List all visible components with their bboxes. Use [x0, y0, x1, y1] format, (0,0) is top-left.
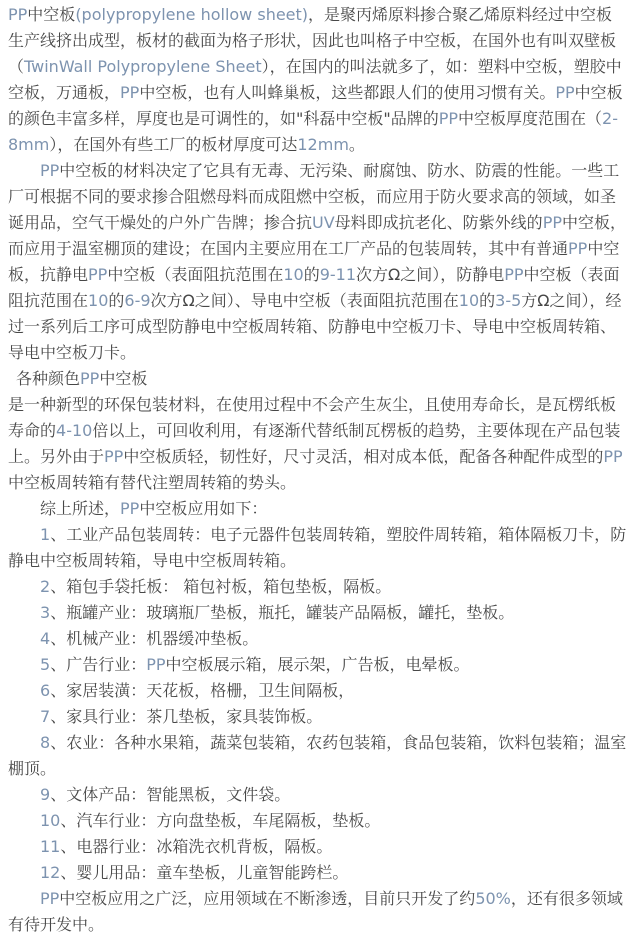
text-run: 中空板 [27, 5, 76, 24]
paragraph-4 [8, 392, 627, 496]
text-run: 、瓶罐产业：玻璃瓶厂垫板，瓶托，罐装产品隔板，罐托，垫板。 [50, 603, 515, 622]
text-run: 次方Ω之间）、导电中空板（表面阻抗范围在 [150, 291, 459, 310]
paragraph-12 [8, 704, 627, 730]
paragraph-10 [8, 652, 627, 678]
text-run-latin: PP [120, 499, 140, 518]
text-run: 中空板（表面阻抗范围在 [107, 265, 284, 284]
text-run: 、机械产业：机器缓冲垫板。 [50, 629, 259, 648]
text-run: 、广告行业： [50, 655, 147, 674]
text-run-latin: 4 [40, 629, 51, 648]
text-run: 中空板，而应用于温室棚顶的建设；在国内主要应用在工厂产品的包装周转，其中有普通 [8, 213, 626, 258]
text-run-latin: 6 [40, 681, 51, 700]
paragraph-2 [8, 158, 627, 366]
text-run: 中空板 [99, 369, 148, 388]
text-run-latin: 4-10 [56, 421, 93, 440]
paragraph-13 [8, 730, 627, 782]
text-run-latin: 6-9 [124, 291, 151, 310]
text-run: 、婴儿用品：童车垫板，儿童智能跨栏。 [60, 863, 349, 882]
text-run: 综上所述， [40, 499, 121, 518]
text-run: 。 [348, 135, 365, 154]
text-run-latin: PP [8, 5, 28, 24]
text-run-latin: 11 [40, 837, 61, 856]
paragraph-9 [8, 626, 627, 652]
paragraph-5 [8, 496, 627, 522]
paragraph-18 [8, 886, 627, 938]
text-run: 中空板（表面阻抗范围在 [8, 265, 620, 310]
text-run-latin: PP [146, 655, 166, 674]
text-run-latin: 2 [40, 577, 51, 596]
text-run-latin: 12 [40, 863, 61, 882]
text-run: 中空板的颜色丰富多样，厚度也是可调性的，如"科磊中空板"品牌的 [8, 83, 623, 128]
text-run: 中空板展示箱，展示架，广告板，电晕板。 [165, 655, 470, 674]
text-run-latin: 10 [283, 265, 304, 284]
text-run: 的 [479, 291, 496, 310]
text-run: 中空板厚度范围在（ [458, 109, 603, 128]
paragraph-8 [8, 600, 627, 626]
text-run: 中空板应用如下： [139, 499, 268, 518]
paragraph-6 [8, 522, 627, 574]
paragraph-16 [8, 834, 627, 860]
text-run-latin: 7 [40, 707, 51, 726]
text-run: ），在国内的叫法就多了，如：塑料中空板，塑胶中空板，万通板， [8, 57, 622, 102]
text-run: ，是聚丙烯原料掺合聚乙烯原料经过中空板生产线挤出成型，板材的截面为格子形状，因此也叫格子中空板，在国外也有叫双壁板（ [8, 5, 617, 76]
text-run-latin: PP [80, 369, 100, 388]
text-run-latin: (polypropylene hollow sheet) [75, 5, 309, 24]
text-run: 倍以上，可回收利用，有逐渐代替纸制瓦楞板的趋势，主要体现在产品包装上。另外由于 [8, 421, 621, 466]
text-run: 的 [303, 265, 320, 284]
text-run-latin: PP [542, 213, 562, 232]
text-run: 中空板，抗静电 [8, 239, 620, 284]
paragraph-14 [8, 782, 627, 808]
text-run-latin: PP [104, 447, 124, 466]
text-run-latin: 10 [40, 811, 61, 830]
text-run: 的 [108, 291, 125, 310]
text-run-latin: 50% [475, 889, 511, 908]
text-run: 各种颜色 [16, 369, 81, 388]
text-run-latin: 5 [40, 655, 51, 674]
text-run-latin: PP [438, 109, 459, 128]
text-run: 中空板质轻，韧性好，尺寸灵活，相对成本低，配备各种配件成型的 [123, 447, 604, 466]
text-run: 、汽车行业：方向盘垫板，车尾隔板，垫板。 [60, 811, 381, 830]
text-run-latin: TwinWall Polypropylene Sheet [24, 57, 262, 76]
text-run-latin: 10 [88, 291, 109, 310]
text-run-latin: PP [40, 889, 60, 908]
paragraph-11 [8, 678, 627, 704]
text-run: 中空板应用之广泛，应用领域在不断渗透，目前只开发了约 [59, 889, 476, 908]
text-run-latin: 9-11 [319, 265, 357, 284]
text-run: 、农业：各种水果箱，蔬菜包装箱，农药包装箱，食品包装箱，饮料包装箱；温室棚顶。 [8, 733, 627, 778]
text-run-latin: PP [603, 447, 623, 466]
text-run-latin: PP [568, 239, 588, 258]
text-run: 、箱包手袋托板： 箱包衬板，箱包垫板，隔板。 [50, 577, 392, 596]
text-run-latin: PP [88, 265, 108, 284]
text-run-latin: 2-8mm [8, 109, 618, 154]
paragraph-1 [8, 2, 627, 158]
paragraph-3 [8, 366, 627, 392]
text-run-latin: PP [120, 83, 140, 102]
text-run: ，还有很多领域有待开发中。 [8, 889, 623, 934]
text-run-latin: UV [312, 213, 335, 232]
text-run-latin: 12mm [297, 135, 349, 154]
text-run: 、电器行业：冰箱洗衣机背板，隔板。 [60, 837, 333, 856]
text-run: 中空板，也有人叫蜂巢板，这些都跟人们的使用习惯有关。 [139, 83, 556, 102]
paragraph-17 [8, 860, 627, 886]
text-run-latin: PP [40, 161, 60, 180]
text-run-latin: PP [504, 265, 524, 284]
paragraph-7 [8, 574, 627, 600]
text-run: 、家居装潢：天花板，格栅，卫生间隔板， [50, 681, 355, 700]
text-run-latin: 3 [40, 603, 51, 622]
text-run: 次方Ω之间），防静电 [356, 265, 505, 284]
text-run: 是一种新型的环保包装材料，在使用过程中不会产生灰尘，且使用寿命长，是瓦楞纸板寿命的 [8, 395, 617, 440]
text-run: ），在国外有些工厂的板材厚度可达 [49, 135, 298, 154]
text-run-latin: 1 [40, 525, 51, 544]
text-run: 中空板的材料决定了它具有无毒、无污染、耐腐蚀、防水、防震的性能。一些工厂可根据不同的要求掺合阻燃母料而成阻燃中空板，而应用于防火要求高的领域，如圣诞用品，空气干燥处的户外广告牌；掺合抗 [8, 161, 620, 232]
text-run: 、工业产品包装周转：电子元器件包装周转箱，塑胶件周转箱，箱体隔板刀卡，防静电中空板周转箱，导电中空板周转箱。 [8, 525, 627, 570]
text-run-latin: 10 [458, 291, 480, 310]
text-run: 、文体产品：智能黑板，文件袋。 [50, 785, 291, 804]
text-run-latin: 8 [40, 733, 51, 752]
text-run: 中空板周转箱有替代注塑周转箱的势头。 [8, 473, 297, 492]
text-run-latin: 9 [40, 785, 51, 804]
text-run-latin: PP [555, 83, 575, 102]
text-run: 、家具行业：茶几垫板，家具装饰板。 [50, 707, 323, 726]
text-run-latin: 3-5 [495, 291, 522, 310]
text-run: 母料即成抗老化、防紫外线的 [334, 213, 543, 232]
paragraph-15 [8, 808, 627, 834]
text-run: 方Ω之间），经过一系列后工序可成型防静电中空板周转箱、防静电中空板刀卡、导电中空板周转箱、导电中空板刀卡。 [8, 291, 622, 362]
